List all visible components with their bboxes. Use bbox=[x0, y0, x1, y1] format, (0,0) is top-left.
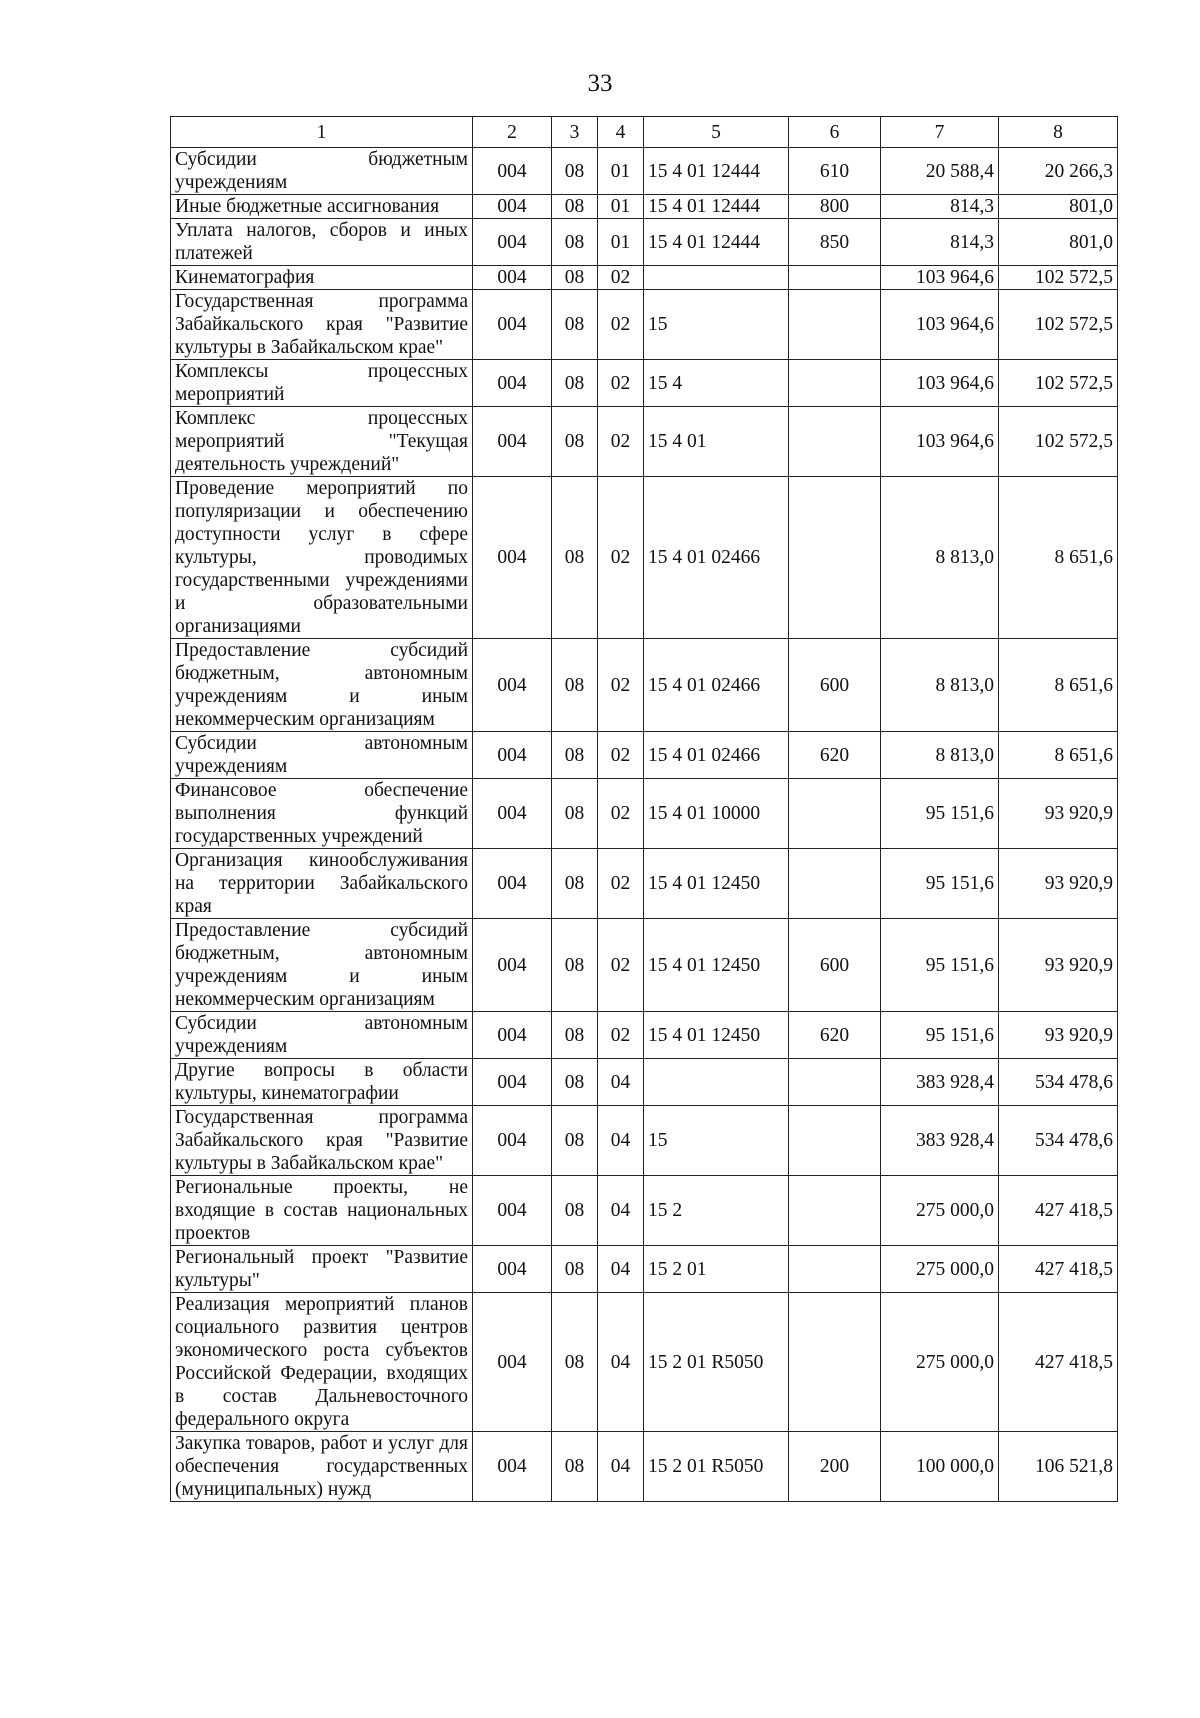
section-cell: 08 bbox=[552, 919, 598, 1012]
amount-cell: 95 151,6 bbox=[881, 779, 999, 849]
expense-type-cell bbox=[789, 779, 881, 849]
column-number: 2 bbox=[473, 117, 552, 148]
code-cell: 004 bbox=[473, 1246, 552, 1293]
subsection-cell: 02 bbox=[598, 1012, 644, 1059]
code-cell: 004 bbox=[473, 195, 552, 219]
amount-cell: 275 000,0 bbox=[881, 1176, 999, 1246]
expense-type-cell bbox=[789, 1293, 881, 1432]
target-article-cell: 15 4 01 12444 bbox=[644, 195, 789, 219]
amount-cell: 93 920,9 bbox=[999, 849, 1118, 919]
section-cell: 08 bbox=[552, 1246, 598, 1293]
item-name-cell: Иные бюджетные ассигнования bbox=[171, 195, 473, 219]
target-article-cell: 15 4 01 12450 bbox=[644, 849, 789, 919]
code-cell: 004 bbox=[473, 1106, 552, 1176]
subsection-cell: 02 bbox=[598, 779, 644, 849]
amount-cell: 106 521,8 bbox=[999, 1432, 1118, 1502]
amount-cell: 102 572,5 bbox=[999, 266, 1118, 290]
code-cell: 004 bbox=[473, 779, 552, 849]
target-article-cell: 15 2 01 bbox=[644, 1246, 789, 1293]
item-name-cell: Региональные проекты, не входящие в состав национальных проектов bbox=[171, 1176, 473, 1246]
target-article-cell: 15 4 01 12450 bbox=[644, 919, 789, 1012]
section-cell: 08 bbox=[552, 290, 598, 360]
column-number: 5 bbox=[644, 117, 789, 148]
table-row bbox=[171, 1012, 1118, 1059]
table-row bbox=[171, 1432, 1118, 1502]
item-name-cell: Субсидии бюджетным учреждениям bbox=[171, 148, 473, 195]
code-cell: 004 bbox=[473, 266, 552, 290]
item-name-cell: Предоставление субсидий бюджетным, автономным учреждениям и иным некоммерческим организациям bbox=[171, 639, 473, 732]
amount-cell: 95 151,6 bbox=[881, 919, 999, 1012]
item-name-cell: Реализация мероприятий планов социального развития центров экономического роста субъектов Российской Федерации, входящих в состав Дальневосточного федерального округа bbox=[171, 1293, 473, 1432]
subsection-cell: 04 bbox=[598, 1246, 644, 1293]
code-cell: 004 bbox=[473, 639, 552, 732]
target-article-cell bbox=[644, 1059, 789, 1106]
expense-type-cell bbox=[789, 360, 881, 407]
target-article-cell: 15 4 01 12444 bbox=[644, 148, 789, 195]
target-article-cell: 15 bbox=[644, 290, 789, 360]
section-cell: 08 bbox=[552, 219, 598, 266]
section-cell: 08 bbox=[552, 779, 598, 849]
subsection-cell: 04 bbox=[598, 1106, 644, 1176]
table-row bbox=[171, 919, 1118, 1012]
item-name-cell: Государственная программа Забайкальского края "Развитие культуры в Забайкальском крае" bbox=[171, 290, 473, 360]
subsection-cell: 02 bbox=[598, 919, 644, 1012]
section-cell: 08 bbox=[552, 1432, 598, 1502]
amount-cell: 103 964,6 bbox=[881, 360, 999, 407]
column-number-row bbox=[171, 117, 1118, 148]
amount-cell: 427 418,5 bbox=[999, 1176, 1118, 1246]
item-name-cell: Кинематография bbox=[171, 266, 473, 290]
section-cell: 08 bbox=[552, 1106, 598, 1176]
table-row bbox=[171, 1246, 1118, 1293]
item-name-cell: Другие вопросы в области культуры, кинематографии bbox=[171, 1059, 473, 1106]
table-row bbox=[171, 1176, 1118, 1246]
code-cell: 004 bbox=[473, 919, 552, 1012]
amount-cell: 814,3 bbox=[881, 195, 999, 219]
code-cell: 004 bbox=[473, 1432, 552, 1502]
table-row bbox=[171, 639, 1118, 732]
amount-cell: 102 572,5 bbox=[999, 407, 1118, 477]
amount-cell: 8 813,0 bbox=[881, 639, 999, 732]
item-name-cell: Региональный проект "Развитие культуры" bbox=[171, 1246, 473, 1293]
target-article-cell: 15 bbox=[644, 1106, 789, 1176]
table-row bbox=[171, 219, 1118, 266]
table-row bbox=[171, 779, 1118, 849]
section-cell: 08 bbox=[552, 1176, 598, 1246]
item-name-cell: Комплексы процессных мероприятий bbox=[171, 360, 473, 407]
amount-cell: 801,0 bbox=[999, 195, 1118, 219]
table-row bbox=[171, 477, 1118, 639]
amount-cell: 95 151,6 bbox=[881, 849, 999, 919]
expense-type-cell bbox=[789, 477, 881, 639]
expense-type-cell: 600 bbox=[789, 919, 881, 1012]
target-article-cell: 15 4 01 bbox=[644, 407, 789, 477]
expense-type-cell bbox=[789, 849, 881, 919]
amount-cell: 275 000,0 bbox=[881, 1293, 999, 1432]
code-cell: 004 bbox=[473, 1012, 552, 1059]
section-cell: 08 bbox=[552, 195, 598, 219]
subsection-cell: 04 bbox=[598, 1059, 644, 1106]
section-cell: 08 bbox=[552, 639, 598, 732]
table-row bbox=[171, 1106, 1118, 1176]
subsection-cell: 04 bbox=[598, 1293, 644, 1432]
amount-cell: 103 964,6 bbox=[881, 407, 999, 477]
code-cell: 004 bbox=[473, 477, 552, 639]
amount-cell: 20 266,3 bbox=[999, 148, 1118, 195]
section-cell: 08 bbox=[552, 407, 598, 477]
code-cell: 004 bbox=[473, 290, 552, 360]
amount-cell: 8 651,6 bbox=[999, 639, 1118, 732]
subsection-cell: 02 bbox=[598, 849, 644, 919]
amount-cell: 814,3 bbox=[881, 219, 999, 266]
amount-cell: 801,0 bbox=[999, 219, 1118, 266]
amount-cell: 93 920,9 bbox=[999, 1012, 1118, 1059]
item-name-cell: Предоставление субсидий бюджетным, автономным учреждениям и иным некоммерческим организациям bbox=[171, 919, 473, 1012]
budget-table bbox=[170, 116, 1118, 1502]
target-article-cell bbox=[644, 266, 789, 290]
target-article-cell: 15 4 01 02466 bbox=[644, 732, 789, 779]
amount-cell: 275 000,0 bbox=[881, 1246, 999, 1293]
subsection-cell: 02 bbox=[598, 290, 644, 360]
expense-type-cell: 800 bbox=[789, 195, 881, 219]
item-name-cell: Финансовое обеспечение выполнения функций государственных учреждений bbox=[171, 779, 473, 849]
expense-type-cell: 620 bbox=[789, 1012, 881, 1059]
expense-type-cell bbox=[789, 1176, 881, 1246]
column-number: 8 bbox=[999, 117, 1118, 148]
subsection-cell: 02 bbox=[598, 732, 644, 779]
table-row bbox=[171, 195, 1118, 219]
table-row bbox=[171, 360, 1118, 407]
expense-type-cell bbox=[789, 1059, 881, 1106]
item-name-cell: Уплата налогов, сборов и иных платежей bbox=[171, 219, 473, 266]
code-cell: 004 bbox=[473, 1293, 552, 1432]
target-article-cell: 15 4 01 02466 bbox=[644, 477, 789, 639]
expense-type-cell bbox=[789, 1246, 881, 1293]
target-article-cell: 15 4 01 12450 bbox=[644, 1012, 789, 1059]
subsection-cell: 02 bbox=[598, 360, 644, 407]
expense-type-cell bbox=[789, 1106, 881, 1176]
amount-cell: 427 418,5 bbox=[999, 1246, 1118, 1293]
amount-cell: 383 928,4 bbox=[881, 1059, 999, 1106]
amount-cell: 93 920,9 bbox=[999, 919, 1118, 1012]
section-cell: 08 bbox=[552, 148, 598, 195]
amount-cell: 8 651,6 bbox=[999, 732, 1118, 779]
subsection-cell: 02 bbox=[598, 407, 644, 477]
amount-cell: 20 588,4 bbox=[881, 148, 999, 195]
table-row bbox=[171, 266, 1118, 290]
target-article-cell: 15 2 01 R5050 bbox=[644, 1432, 789, 1502]
code-cell: 004 bbox=[473, 849, 552, 919]
subsection-cell: 04 bbox=[598, 1432, 644, 1502]
expense-type-cell: 620 bbox=[789, 732, 881, 779]
column-number: 6 bbox=[789, 117, 881, 148]
code-cell: 004 bbox=[473, 360, 552, 407]
column-number: 4 bbox=[598, 117, 644, 148]
section-cell: 08 bbox=[552, 732, 598, 779]
target-article-cell: 15 2 01 R5050 bbox=[644, 1293, 789, 1432]
expense-type-cell: 600 bbox=[789, 639, 881, 732]
page-number: 33 bbox=[587, 70, 613, 97]
amount-cell: 383 928,4 bbox=[881, 1106, 999, 1176]
table-row bbox=[171, 1059, 1118, 1106]
item-name-cell: Государственная программа Забайкальского края "Развитие культуры в Забайкальском крае" bbox=[171, 1106, 473, 1176]
table-row bbox=[171, 849, 1118, 919]
code-cell: 004 bbox=[473, 1059, 552, 1106]
table-row bbox=[171, 290, 1118, 360]
column-number: 3 bbox=[552, 117, 598, 148]
table-row bbox=[171, 1293, 1118, 1432]
item-name-cell: Комплекс процессных мероприятий "Текущая деятельность учреждений" bbox=[171, 407, 473, 477]
section-cell: 08 bbox=[552, 266, 598, 290]
section-cell: 08 bbox=[552, 849, 598, 919]
section-cell: 08 bbox=[552, 360, 598, 407]
amount-cell: 103 964,6 bbox=[881, 290, 999, 360]
column-number: 7 bbox=[881, 117, 999, 148]
amount-cell: 102 572,5 bbox=[999, 290, 1118, 360]
amount-cell: 103 964,6 bbox=[881, 266, 999, 290]
amount-cell: 100 000,0 bbox=[881, 1432, 999, 1502]
target-article-cell: 15 4 01 12444 bbox=[644, 219, 789, 266]
amount-cell: 102 572,5 bbox=[999, 360, 1118, 407]
amount-cell: 8 813,0 bbox=[881, 477, 999, 639]
expense-type-cell: 610 bbox=[789, 148, 881, 195]
item-name-cell: Закупка товаров, работ и услуг для обеспечения государственных (муниципальных) нужд bbox=[171, 1432, 473, 1502]
code-cell: 004 bbox=[473, 732, 552, 779]
amount-cell: 95 151,6 bbox=[881, 1012, 999, 1059]
target-article-cell: 15 4 bbox=[644, 360, 789, 407]
expense-type-cell bbox=[789, 266, 881, 290]
code-cell: 004 bbox=[473, 407, 552, 477]
item-name-cell: Проведение мероприятий по популяризации и обеспечению доступности услуг в сфере культуры, проводимых государственными учреждениями и образовательными организациями bbox=[171, 477, 473, 639]
subsection-cell: 02 bbox=[598, 639, 644, 732]
code-cell: 004 bbox=[473, 219, 552, 266]
section-cell: 08 bbox=[552, 1059, 598, 1106]
amount-cell: 534 478,6 bbox=[999, 1106, 1118, 1176]
table-row bbox=[171, 407, 1118, 477]
code-cell: 004 bbox=[473, 148, 552, 195]
amount-cell: 93 920,9 bbox=[999, 779, 1118, 849]
code-cell: 004 bbox=[473, 1176, 552, 1246]
subsection-cell: 02 bbox=[598, 477, 644, 639]
target-article-cell: 15 2 bbox=[644, 1176, 789, 1246]
expense-type-cell bbox=[789, 290, 881, 360]
subsection-cell: 02 bbox=[598, 266, 644, 290]
table-row bbox=[171, 148, 1118, 195]
item-name-cell: Субсидии автономным учреждениям bbox=[171, 732, 473, 779]
expense-type-cell: 850 bbox=[789, 219, 881, 266]
expense-type-cell bbox=[789, 407, 881, 477]
target-article-cell: 15 4 01 10000 bbox=[644, 779, 789, 849]
subsection-cell: 01 bbox=[598, 148, 644, 195]
expense-type-cell: 200 bbox=[789, 1432, 881, 1502]
subsection-cell: 01 bbox=[598, 195, 644, 219]
section-cell: 08 bbox=[552, 477, 598, 639]
item-name-cell: Субсидии автономным учреждениям bbox=[171, 1012, 473, 1059]
section-cell: 08 bbox=[552, 1012, 598, 1059]
table-row bbox=[171, 732, 1118, 779]
column-number: 1 bbox=[171, 117, 473, 148]
item-name-cell: Организация кинообслуживания на территории Забайкальского края bbox=[171, 849, 473, 919]
subsection-cell: 01 bbox=[598, 219, 644, 266]
target-article-cell: 15 4 01 02466 bbox=[644, 639, 789, 732]
amount-cell: 8 651,6 bbox=[999, 477, 1118, 639]
amount-cell: 8 813,0 bbox=[881, 732, 999, 779]
amount-cell: 534 478,6 bbox=[999, 1059, 1118, 1106]
subsection-cell: 04 bbox=[598, 1176, 644, 1246]
amount-cell: 427 418,5 bbox=[999, 1293, 1118, 1432]
section-cell: 08 bbox=[552, 1293, 598, 1432]
